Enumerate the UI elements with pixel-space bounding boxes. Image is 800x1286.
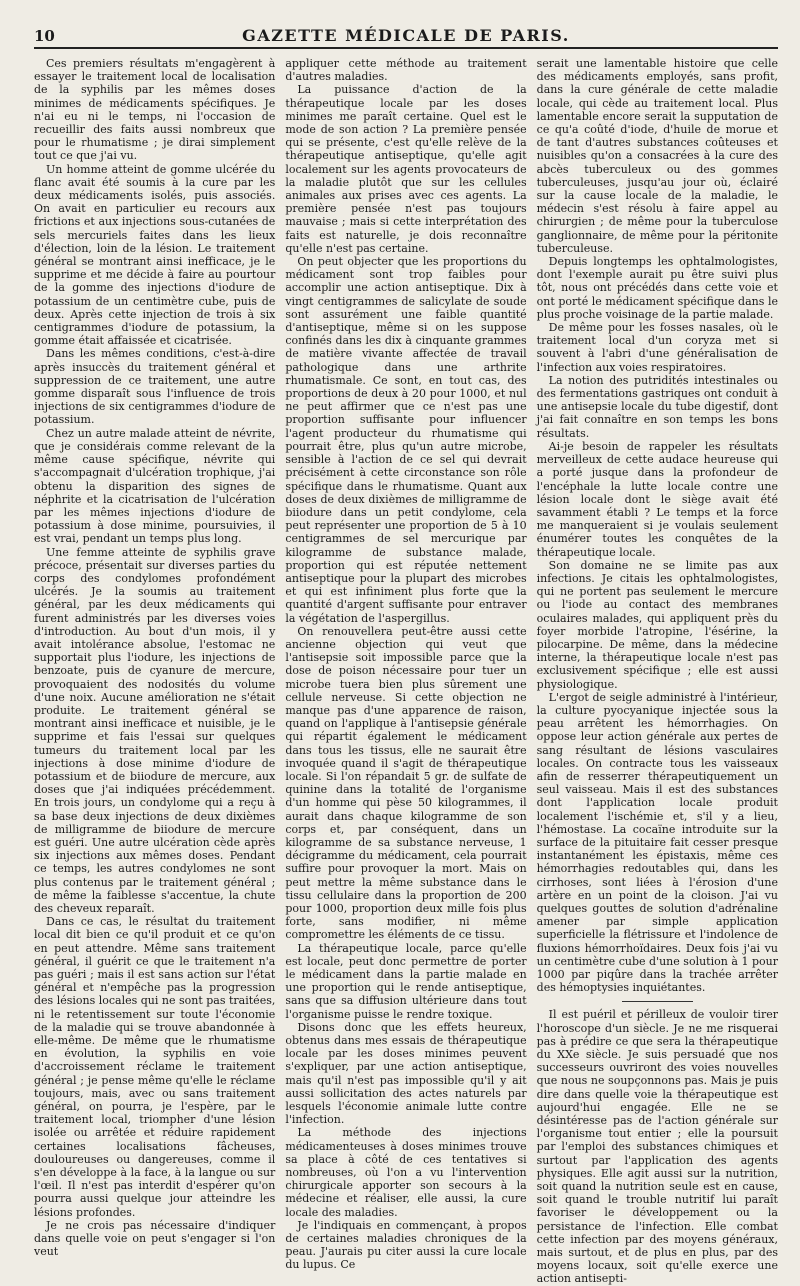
paragraph: Dans les mêmes conditions, c'est-à-dire après insuccès du traitement général et suppression de ce traitement, une autre gomme disparaît sous l'influence de trois injections de six centigrammes d'iodure de potassium. (34, 347, 276, 427)
paragraph: Ces premiers résultats m'engagèrent à essayer le traitement local de localisation de la syphilis par les mêmes doses minimes de médicaments spécifiques. Je n'ai eu ni le temps, ni l'occasion de recueillir des faits aussi nombreux que pour le rhumatisme ; je dirai simplement tout ce que j'ai vu. (34, 57, 276, 163)
section-divider (622, 1001, 693, 1002)
paragraph: On peut objecter que les proportions du médicament sont trop faibles pour accomplir une action antiseptique. Dix à vingt centigrammes de salicylate de soude sont assurément une faible quantité d'antiseptique, même si on les suppose confinés dans les dix à cinquante grammes de matière vivante affectée de travail pathologique dans une arthrite rhumatismale. Ce sont, en tout cas, des proportions de deux à 20 pour 1000, et nul ne peut affirmer que ce n'est pas une proportion suffisante pour influencer l'agent producteur du rhumatisme qui pourrait être, plus qu'un autre microbe, sensible à l'action de ce sel qui devrait précisément à cette circonstance son rôle spécifique dans le rhumatisme. Quant aux doses de deux dixièmes de milligramme de biiodure dans un petit condylome, cela peut représenter une proportion de 5 à 10 centigrammes de sel mercurique par kilogramme de substance malade, proportion qui est réputée nettement antiseptique pour la plupart des microbes et qui est infiniment plus forte que la quantité d'argent suffisante pour entraver la végétation de l'aspergillus. (285, 255, 527, 625)
paragraph: La puissance d'action de la thérapeutique locale par les doses minimes me paraît certaine. Quel est le mode de son action ? La première pensée qui se présente, c'est qu'elle relève de la thérapeutique antiseptique, qu'elle agit localement sur les agents provocateurs de la maladie plutôt que sur les cellules animales aux prises avec ces agents. La première pensée n'est pas toujours mauvaise ; mais si cette interprétation des faits est naturelle, je dois reconnaître qu'elle n'est pas certaine. (285, 83, 527, 255)
paragraph: appliquer cette méthode au traitement d'autres maladies. (285, 57, 527, 84)
column-2 (285, 57, 527, 1272)
paragraph: Je l'indiquais en commençant, à propos de certaines maladies chroniques de la peau. J'aurais pu citer aussi la cure locale du lupus. Ce (285, 1218, 527, 1272)
paragraph: Disons donc que les effets heureux, obtenus dans mes essais de thérapeutique locale par les doses minimes peuvent s'expliquer, par une action antiseptique, mais qu'il n'est pas impossible qu'il y ait aussi sollicitation des actes naturels par lesquels l'économie animale lutte contre l'infection. (285, 1020, 527, 1127)
journal-title: GAZETTE MÉDICALE DE PARIS. (242, 26, 570, 45)
paragraph: La thérapeutique locale, parce qu'elle est locale, peut donc permettre de porter le médicament dans la partie malade en une proportion qui le rende antiseptique, sans que sa diffusion ultérieure dans tout l'organisme puisse le rendre toxique. (285, 941, 527, 1021)
page-number: 10 (34, 27, 55, 45)
paragraph: Dans ce cas, le résultat du traitement local dit bien ce qu'il produit et ce qu'on en peut attendre. Même sans traitement général, il guérit ce que le traitement n'a pas guéri ; mais il est sans action sur l'état général et n'empêche pas la progression des lésions locales qui ne sont pas traitées, ni le retentissement sur toute l'économie de la maladie qui se trouve abandonnée à elle-même. De même que le rhumatisme en évolution, la syphilis en voie d'accroissement réclame le traitement général ; je pense même qu'elle le réclame toujours, mais, avec ou sans traitement général, on pourra, je l'espère, par le traitement local, triompher d'une lésion isolée ou arrêtée et réduire rapidement certaines localisations fâcheuses, douloureuses ou dangereuses, comme il s'en développe à la face, à la langue ou sur l'œil. Il n'est pas interdit d'espérer qu'on pourra aussi quelque jour atteindre les lésions profondes. (34, 915, 276, 1219)
paragraph: serait une lamentable histoire que celle des médicaments employés, sans profit, dans la cure générale de cette maladie locale, qui cède au traitement local. Plus lamentable encore serait la supputation de ce qu'a coûté d'iode, d'huile de morue et de tant d'autres substances coûteuses et nuisibles qu'on a consacrées à la cure des abcès tuberculeux ou des gommes tuberculeuses, jusqu'au jour où, éclairé sur la cause locale de la maladie, le médecin s'est résolu à faire appel au chirurgien ; de même pour la tuberculose ganglionnaire, de même pour la péritonite tuberculeuse. (536, 57, 778, 255)
column-1 (34, 57, 276, 1259)
paragraph: De même pour les fosses nasales, où le traitement local d'un coryza met si souvent à l'abri d'une généralisation de l'infection aux voies respiratoires. (536, 321, 778, 374)
paragraph: Ai-je besoin de rappeler les résultats merveilleux de cette audace heureuse qui a porté jusque dans la profondeur de l'encéphale la lutte locale contre une lésion locale dont le siège avait été savamment établi ? Le temps et la force me manqueraient si je voulais seulement énumérer toutes les conquêtes de la thérapeutique locale. (536, 439, 778, 559)
paragraph: La méthode des injections médicamenteuses à doses minimes trouve sa place à côté de ces tentatives si nombreuses, où l'on a vu l'intervention chirurgicale apporter son secours à la médecine et réaliser, elle aussi, la cure locale des maladies. (285, 1126, 527, 1219)
paragraph: L'ergot de seigle administré à l'intérieur, la culture pyocyanique injectée sous la peau arrêtent les hémorrhagies. On oppose leur action générale aux pertes de sang résultant de lésions vasculaires locales. On contracte tous les vaisseaux afin de resserrer thérapeutiquement un seul vaisseau. Mais il est des substances dont l'application locale produit localement l'ischémie et, s'il y a lieu, l'hémostase. La cocaïne introduite sur la surface de la pituitaire fait cesser presque instantanément les épistaxis, même ces hémorrhagies redoutables qui, dans les cirrhoses, sont liées à l'érosion d'une artère en un point de la cloison. J'ai vu quelques gouttes de solution d'adrénaline amener par simple application superficielle la flétrissure et l'indolence de fluxions hémorrhoïdaires. Deux fois j'ai vu un centimètre cube d'une solution à 1 pour 1000 par piqûre dans la trachée arrêter des hémoptysies inquiétantes. (536, 690, 778, 995)
paragraph: La notion des putridités intestinales ou des fermentations gastriques ont conduit à une antisepsie locale du tube digestif, dont j'ai fait connaître en son temps les bons résultats. (536, 373, 778, 440)
paragraph: Depuis longtemps les ophtalmologistes, dont l'exemple aurait pu être suivi plus tôt, nous ont précédés dans cette voie et ont porté le médicament spécifique dans le plus proche voisinage de la partie malade. (536, 255, 778, 321)
paragraph: Son domaine ne se limite pas aux infections. Je citais les ophtalmologistes, qui ne portent pas seulement le mercure ou l'iode au contact des membranes oculaires malades, qui appliquent près du foyer morbide l'atropine, l'ésérine, la pilocarpine. De même, dans la médecine interne, la thérapeutique locale n'est pas exclusivement spécifique ; elle est aussi physiologique. (536, 558, 778, 691)
paragraph: Un homme atteint de gomme ulcérée du flanc avait été soumis à la cure par les deux médicaments isolés, puis associés. On avait en particulier eu recours aux frictions et aux injections sous-cutanées de sels mercuriels faites dans les lieux d'élection, loin de la lésion. Le traitement général se montrant ainsi inefficace, je le supprime et me décide à faire au pourtour de la gomme des injections d'iodure de potassium de un centimètre cube, puis de deux. Après cette injection de trois à six centigrammes d'iodure de potassium, la gomme était affaissée et cicatrisée. (34, 162, 276, 348)
page-header (34, 26, 778, 49)
paragraph: Chez un autre malade atteint de névrite, que je considérais comme relevant de la même cause spécifique, névrite qui s'accompagnait d'ulcération trophique, j'ai obtenu la disparition des signes de néphrite et la cicatrisation de l'ulcération par les mêmes injections d'iodure de potassium à dose minime, poursuivies, il est vrai, pendant un temps plus long. (34, 426, 276, 546)
text-columns (34, 57, 778, 1286)
paragraph: Une femme atteinte de syphilis grave précoce, présentait sur diverses parties du corps des condylomes profondément ulcérés. Je la soumis au traitement général, par les deux médicaments qui furent administrés par les diverses voies d'introduction. Au bout d'un mois, il y avait intolérance absolue, l'estomac ne supportait plus l'iodure, les injections de benzoate, puis de cyanure de mercure, provoquaient des nodosités du volume d'une noix. Aucune amélioration ne s'était produite. Le traitement général se montrant ainsi inefficace et nuisible, je le supprime et fais l'essai sur quelques tumeurs du traitement local par les injections à dose minime d'iodure de potassium et de biiodure de mercure, aux doses que j'ai indiquées précédemment. En trois jours, un condylome qui a reçu à sa base deux injections de deux dixièmes de milligramme de biiodure de mercure est guéri. Une autre ulcération cède après six injections aux mêmes doses. Pendant ce temps, les autres condylomes ne sont plus contenus par le traitement général ; de même la faiblesse s'accentue, la chute des cheveux reparaît. (34, 545, 276, 915)
paragraph: Il est puéril et périlleux de vouloir tirer l'horoscope d'un siècle. Je ne me risquerai pas à prédire ce que sera la thérapeutique du XXe siècle. Je suis persuadé que nos successeurs ouvriront des voies nouvelles que nous ne soupçonnons pas. Mais je puis dire dans quelle voie la thérapeutique est aujourd'hui engagée. Elle ne se désintéresse pas de l'action générale sur l'organisme tout entier ; elle la poursuit par l'emploi des substances chimiques et surtout par l'application des agents physiques. Elle agit aussi sur la nutrition, soit quand la nutrition seule est en cause, soit quand le trouble nutritif lui paraît favoriser le développement ou la persistance de l'infection. Elle combat cette infection par des moyens généraux, mais surtout, et de plus en plus, par des moyens locaux, soit qu'elle exerce une action antisepti- (536, 1008, 778, 1286)
paragraph: On renouvellera peut-être aussi cette ancienne objection qui veut que l'antisepsie soit impossible parce que la dose de poison nécessaire pour tuer un microbe tuera bien plus sûrement une cellule nerveuse. Si cette objection ne manque pas d'une apparence de raison, quand on l'applique à l'antisepsie générale qui répartit également le médicament dans tous les tissus, elle ne saurait être invoquée quand il s'agit de thérapeutique locale. Si l'on répandait 5 gr. de sulfate de quinine dans la totalité de l'organisme d'un homme qui pèse 50 kilogrammes, il aurait dans chaque kilogramme de son corps et, par conséquent, dans un kilogramme de sa substance nerveuse, 1 décigramme du médicament, cela pourrait suffire pour provoquer la mort. Mais on peut mettre la même substance dans le tissu cellulaire dans la proportion de 200 pour 1000, proportion deux mille fois plus forte, sans modifier, ni même compromettre les éléments de ce tissu. (285, 624, 527, 942)
column-3 (536, 57, 778, 1286)
paragraph: Je ne crois pas nécessaire d'indiquer dans quelle voie on peut s'engager si l'on veut (34, 1218, 276, 1259)
